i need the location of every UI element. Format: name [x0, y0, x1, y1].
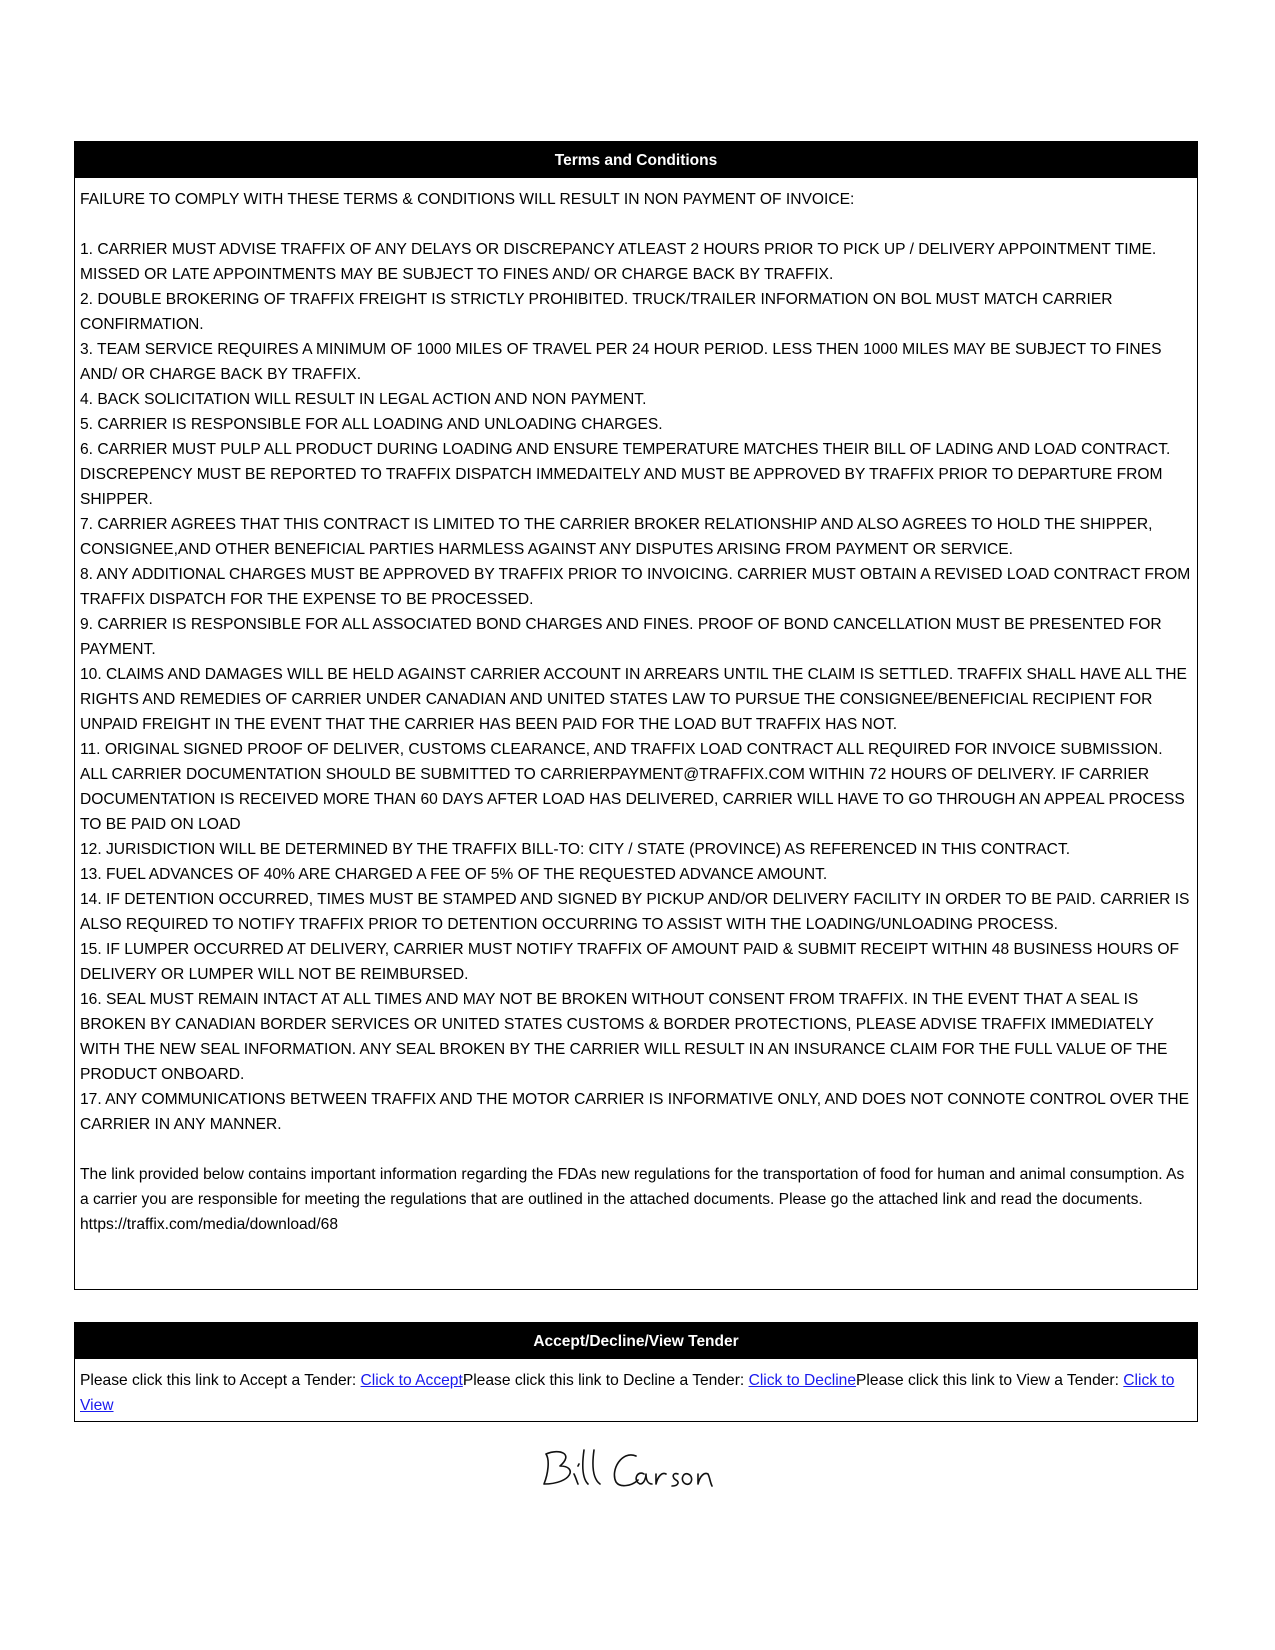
- term-item-14: 14. IF DETENTION OCCURRED, TIMES MUST BE STAMPED AND SIGNED BY PICKUP AND/OR DELIVERY FACILITY IN ORDER TO BE PAID. CARRIER IS ALSO REQUIRED TO NOTIFY TRAFFIX PRIOR TO DETENTION OCCURRING TO ASSIST WITH THE LOADING/UNLOADING PROCESS.: [80, 891, 1190, 933]
- term-item-5: 5. CARRIER IS RESPONSIBLE FOR ALL LOADING AND UNLOADING CHARGES.: [80, 416, 663, 433]
- view-prompt: Please click this link to View a Tender:: [856, 1372, 1124, 1389]
- term-item-10: 10. CLAIMS AND DAMAGES WILL BE HELD AGAINST CARRIER ACCOUNT IN ARREARS UNTIL THE CLAIM IS SETTLED. TRAFFIX SHALL HAVE ALL THE RIGHTS AND REMEDIES OF CARRIER UNDER CANADIAN AND UNITED STATES LAW TO PURSUE THE CONSIGNEE/BENEFICIAL RECIPIENT FOR UNPAID FREIGHT IN THE EVENT THAT THE CARRIER HAS BEEN PAID FOR THE LOAD BUT TRAFFIX HAS NOT.: [80, 666, 1187, 733]
- term-item-6: 6. CARRIER MUST PULP ALL PRODUCT DURING LOADING AND ENSURE TEMPERATURE MATCHES THEIR BILL OF LADING AND LOAD CONTRACT. DISCREPENCY MUST BE REPORTED TO TRAFFIX DISPATCH IMMEDAITELY AND MUST BE APPROVED BY TRAFFIX PRIOR TO DEPARTURE FROM SHIPPER.: [80, 441, 1171, 508]
- decline-link[interactable]: Click to Decline: [748, 1372, 857, 1389]
- term-item-16: 16. SEAL MUST REMAIN INTACT AT ALL TIMES AND MAY NOT BE BROKEN WITHOUT CONSENT FROM TRAFFIX. IN THE EVENT THAT A SEAL IS BROKEN BY CANADIAN BORDER SERVICES OR UNITED STATES CUSTOMS & BORDER PROTECTIONS, PLEASE ADVISE TRAFFIX IMMEDIATELY WITH THE NEW SEAL INFORMATION. ANY SEAL BROKEN BY THE CARRIER WILL RESULT IN AN INSURANCE CLAIM FOR THE FULL VALUE OF THE PRODUCT ONBOARD.: [80, 991, 1168, 1083]
- tender-panel: [74, 1322, 1198, 1422]
- accept-prompt: Please click this link to Accept a Tender:: [80, 1372, 361, 1389]
- term-item-17: 17. ANY COMMUNICATIONS BETWEEN TRAFFIX AND THE MOTOR CARRIER IS INFORMATIVE ONLY, AND DOES NOT CONNOTE CONTROL OVER THE CARRIER IN ANY MANNER.: [80, 1091, 1190, 1133]
- signature: [538, 1440, 738, 1500]
- fda-note: The link provided below contains important information regarding the FDAs new regulations for the transportation of food for human and animal consumption. As a carrier you are responsible for meeting the regulations that are outlined in the attached documents. Please go the attached link and read the documents. https://traffix.com/media/download/68: [80, 1166, 1185, 1233]
- view-link[interactable]: Click to View: [80, 1372, 1175, 1414]
- term-item-1: 1. CARRIER MUST ADVISE TRAFFIX OF ANY DELAYS OR DISCREPANCY ATLEAST 2 HOURS PRIOR TO PICK UP / DELIVERY APPOINTMENT TIME. MISSED OR LATE APPOINTMENTS MAY BE SUBJECT TO FINES AND/ OR CHARGE BACK BY TRAFFIX.: [80, 241, 1157, 283]
- tender-body: [75, 1359, 1197, 1418]
- terms-body: [75, 178, 1197, 1237]
- term-item-11: 11. ORIGINAL SIGNED PROOF OF DELIVER, CUSTOMS CLEARANCE, AND TRAFFIX LOAD CONTRACT ALL REQUIRED FOR INVOICE SUBMISSION. ALL CARRIER DOCUMENTATION SHOULD BE SUBMITTED TO CARRIERPAYMENT@TRAFFIX.COM WITHIN 72 HOURS OF DELIVERY. IF CARRIER DOCUMENTATION IS RECEIVED MORE THAN 60 DAYS AFTER LOAD HAS DELIVERED, CARRIER WILL HAVE TO GO THROUGH AN APPEAL PROCESS TO BE PAID ON LOAD: [80, 741, 1185, 833]
- terms-header: Terms and Conditions: [75, 142, 1197, 178]
- term-item-4: 4. BACK SOLICITATION WILL RESULT IN LEGAL ACTION AND NON PAYMENT.: [80, 391, 647, 408]
- tender-header: Accept/Decline/View Tender: [75, 1323, 1197, 1359]
- accept-link[interactable]: Click to Accept: [360, 1372, 463, 1389]
- term-item-9: 9. CARRIER IS RESPONSIBLE FOR ALL ASSOCIATED BOND CHARGES AND FINES. PROOF OF BOND CANCELLATION MUST BE PRESENTED FOR PAYMENT.: [80, 616, 1162, 658]
- decline-prompt: Please click this link to Decline a Tender:: [462, 1372, 749, 1389]
- terms-panel: [74, 141, 1198, 1290]
- term-item-3: 3. TEAM SERVICE REQUIRES A MINIMUM OF 1000 MILES OF TRAVEL PER 24 HOUR PERIOD. LESS THEN 1000 MILES MAY BE SUBJECT TO FINES AND/ OR CHARGE BACK BY TRAFFIX.: [80, 341, 1162, 383]
- term-item-8: 8. ANY ADDITIONAL CHARGES MUST BE APPROVED BY TRAFFIX PRIOR TO INVOICING. CARRIER MUST OBTAIN A REVISED LOAD CONTRACT FROM TRAFFIX DISPATCH FOR THE EXPENSE TO BE PROCESSED.: [80, 566, 1191, 608]
- term-item-15: 15. IF LUMPER OCCURRED AT DELIVERY, CARRIER MUST NOTIFY TRAFFIX OF AMOUNT PAID & SUBMIT RECEIPT WITHIN 48 BUSINESS HOURS OF DELIVERY OR LUMPER WILL NOT BE REIMBURSED.: [80, 941, 1179, 983]
- term-item-2: 2. DOUBLE BROKERING OF TRAFFIX FREIGHT IS STRICTLY PROHIBITED. TRUCK/TRAILER INFORMATION ON BOL MUST MATCH CARRIER CONFIRMATION.: [80, 291, 1113, 333]
- term-item-13: 13. FUEL ADVANCES OF 40% ARE CHARGED A FEE OF 5% OF THE REQUESTED ADVANCE AMOUNT.: [80, 866, 828, 883]
- term-item-7: 7. CARRIER AGREES THAT THIS CONTRACT IS LIMITED TO THE CARRIER BROKER RELATIONSHIP AND ALSO AGREES TO HOLD THE SHIPPER, CONSIGNEE,AND OTHER BENEFICIAL PARTIES HARMLESS AGAINST ANY DISPUTES ARISING FROM PAYMENT OR SERVICE.: [80, 516, 1153, 558]
- terms-intro: FAILURE TO COMPLY WITH THESE TERMS & CONDITIONS WILL RESULT IN NON PAYMENT OF INVOICE:: [80, 191, 855, 208]
- term-item-12: 12. JURISDICTION WILL BE DETERMINED BY THE TRAFFIX BILL-TO: CITY / STATE (PROVINCE) AS REFERENCED IN THIS CONTRACT.: [80, 841, 1071, 858]
